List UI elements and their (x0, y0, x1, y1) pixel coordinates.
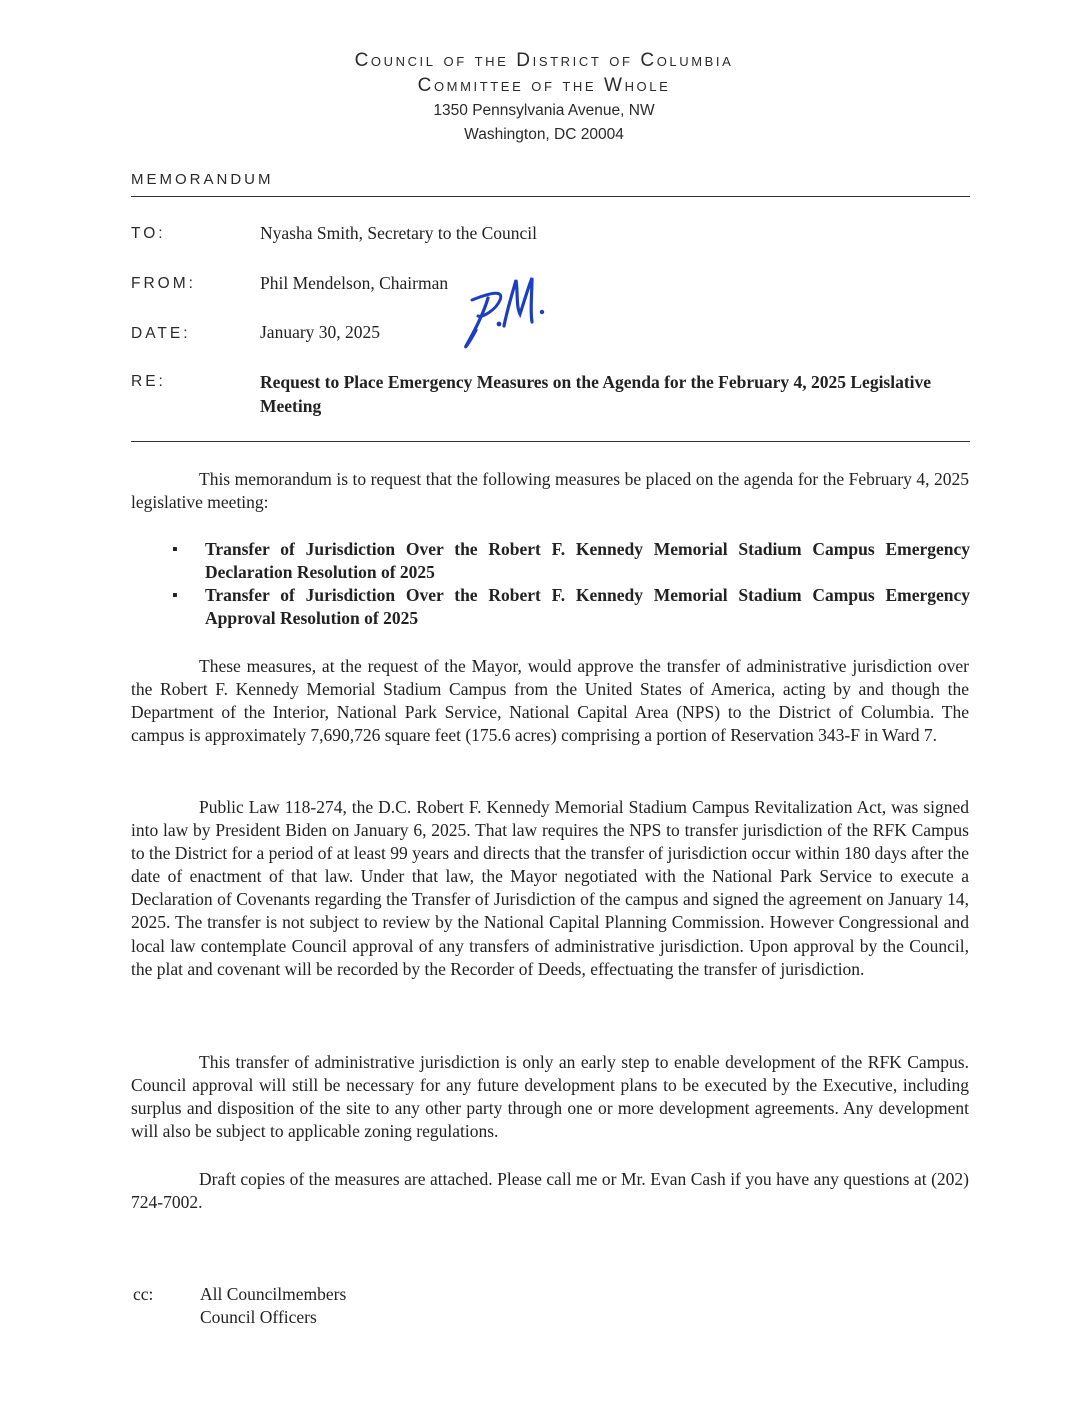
from-label: FROM: (131, 275, 196, 292)
letterhead-address: 1350 Pennsylvania Avenue, NW (433, 102, 655, 119)
paragraph-transfer-approval: These measures, at the request of the Mayor, would approve the transfer of administrative jurisdiction over the Robert F. Kennedy Memorial Stadium Campus from the United States of America, acting by and though the Department of the Interior, National Park Service, National Capital Area (NPS) to the District of Columbia. The campus is approximately 7,690,726 square feet (175.6 acres) comprising a portion of Reservation 343-F in Ward 7. (131, 656, 969, 746)
to-value: Nyasha Smith, Secretary to the Council (260, 223, 538, 243)
letterhead-committee: Committee of the Whole (417, 75, 671, 96)
letterhead-council: Council of the District of Columbia (354, 50, 734, 71)
signature-initials (452, 266, 552, 358)
measure-item: ▪ Transfer of Jurisdiction Over the Robert F. Kennedy Memorial Stadium Campus Emergency Declaration Resolution of 2025 (172, 538, 970, 584)
cc-recipient: Council Officers (200, 1307, 317, 1327)
re-label: RE: (131, 373, 166, 390)
from-value: Phil Mendelson, Chairman (260, 273, 449, 293)
header-top-rule (131, 196, 970, 197)
cc-recipient: All Councilmembers (200, 1284, 347, 1304)
paragraph-public-law: Public Law 118-274, the D.C. Robert F. Kennedy Memorial Stadium Campus Revitalization Act, was signed into law by President Biden on January 6, 2025. That law requires the NPS to transfer jurisdiction of the RFK Campus to the District for a period of at least 99 years and directs that the transfer of jurisdiction occur within 180 days after the date of enactment of that law. Under that law, the Mayor negotiated with the National Park Service to execute a Declaration of Covenants regarding the Transfer of Jurisdiction of the campus and signed the agreement on January 14, 2025. The transfer is not subject to review by the National Capital Planning Commission. However Congressional and local law contemplate Council approval of any transfers of administrative jurisdiction. Upon approval by the Council, the plat and covenant will be recorded by the Recorder of Deeds, effectuating the transfer of jurisdiction. (131, 797, 969, 979)
measures-list (172, 538, 970, 630)
re-subject: Request to Place Emergency Measures on the Agenda for the February 4, 2025 Legislative Meeting (260, 372, 932, 416)
to-label: TO: (131, 225, 166, 242)
intro-paragraph: This memorandum is to request that the following measures be placed on the agenda for the February 4, 2025 legislative meeting: (131, 469, 969, 513)
measure-item: ▪ Transfer of Jurisdiction Over the Robert F. Kennedy Memorial Stadium Campus Emergency Approval Resolution of 2025 (172, 584, 970, 630)
paragraph-development: This transfer of administrative jurisdiction is only an early step to enable development of the RFK Campus. Council approval will still be necessary for any future development plans to be executed by the Executive, including surplus and disposition of the site to any other party through one or more development agreements. Any development will also be subject to applicable zoning regulations. (131, 1052, 969, 1142)
paragraph-contact: Draft copies of the measures are attached. Please call me or Mr. Evan Cash if you have any questions at (202) 724-7002. (131, 1169, 969, 1213)
date-label: DATE: (131, 325, 191, 342)
header-bottom-rule (131, 441, 970, 442)
memorandum-label: MEMORANDUM (131, 171, 274, 188)
date-value: January 30, 2025 (260, 322, 381, 342)
letterhead-city: Washington, DC 20004 (464, 126, 624, 143)
cc-label: cc: (133, 1284, 154, 1304)
